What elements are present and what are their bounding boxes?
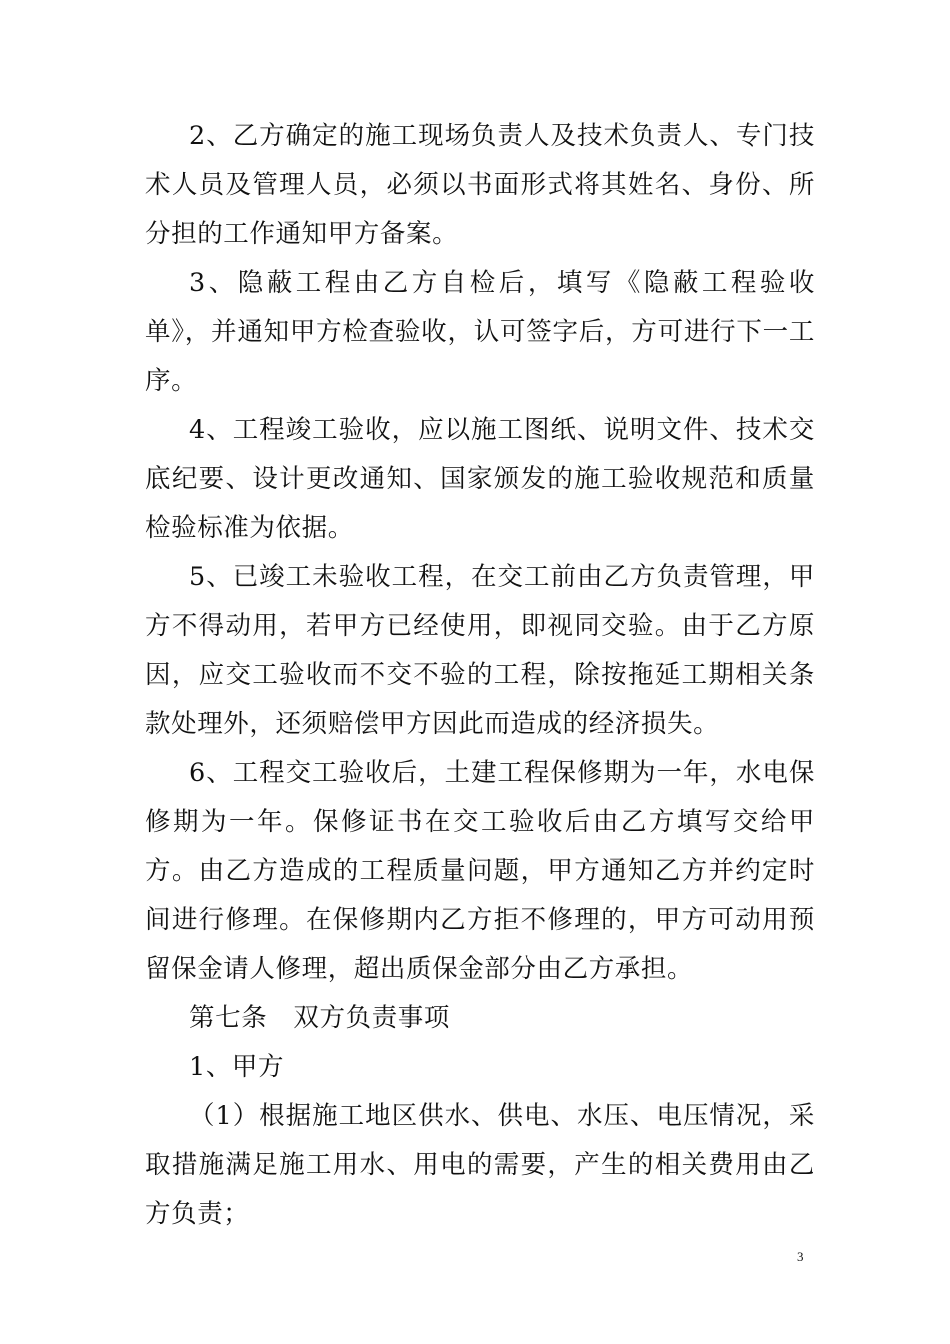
party-a-item-1: （1）根据施工地区供水、供电、水压、电压情况，采取措施满足施工用水、用电的需要，产生的相关费用由乙方负责； [145,1101,815,1229]
document-body [145,112,815,1239]
clause-3-paragraph: 3、隐蔽工程由乙方自检后，填写《隐蔽工程验收单》，并通知甲方检查验收，认可签字后，方可进行下一工序。 [145,268,815,396]
party-a-heading: 1、甲方 [189,1052,285,1082]
article-7-heading: 第七条 双方负责事项 [189,1003,451,1033]
clause-5-paragraph: 5、已竣工未验收工程，在交工前由乙方负责管理，甲方不得动用，若甲方已经使用，即视同交验。由于乙方原因，应交工验收而不交不验的工程，除按拖延工期相关条款处理外，还须赔偿甲方因此而造成的经济损失。 [145,562,815,739]
clause-2-paragraph: 2、乙方确定的施工现场负责人及技术负责人、专门技术人员及管理人员，必须以书面形式将其姓名、身份、所分担的工作通知甲方备案。 [145,121,815,249]
page-number: 3 [797,1249,804,1264]
clause-4-paragraph: 4、工程竣工验收，应以施工图纸、说明文件、技术交底纪要、设计更改通知、国家颁发的施工验收规范和质量检验标准为依据。 [145,415,815,543]
clause-6-paragraph: 6、工程交工验收后，土建工程保修期为一年，水电保修期为一年。保修证书在交工验收后由乙方填写交给甲方。由乙方造成的工程质量问题，甲方通知乙方并约定时间进行修理。在保修期内乙方拒不修理的，甲方可动用预留保金请人修理，超出质保金部分由乙方承担。 [145,758,815,984]
